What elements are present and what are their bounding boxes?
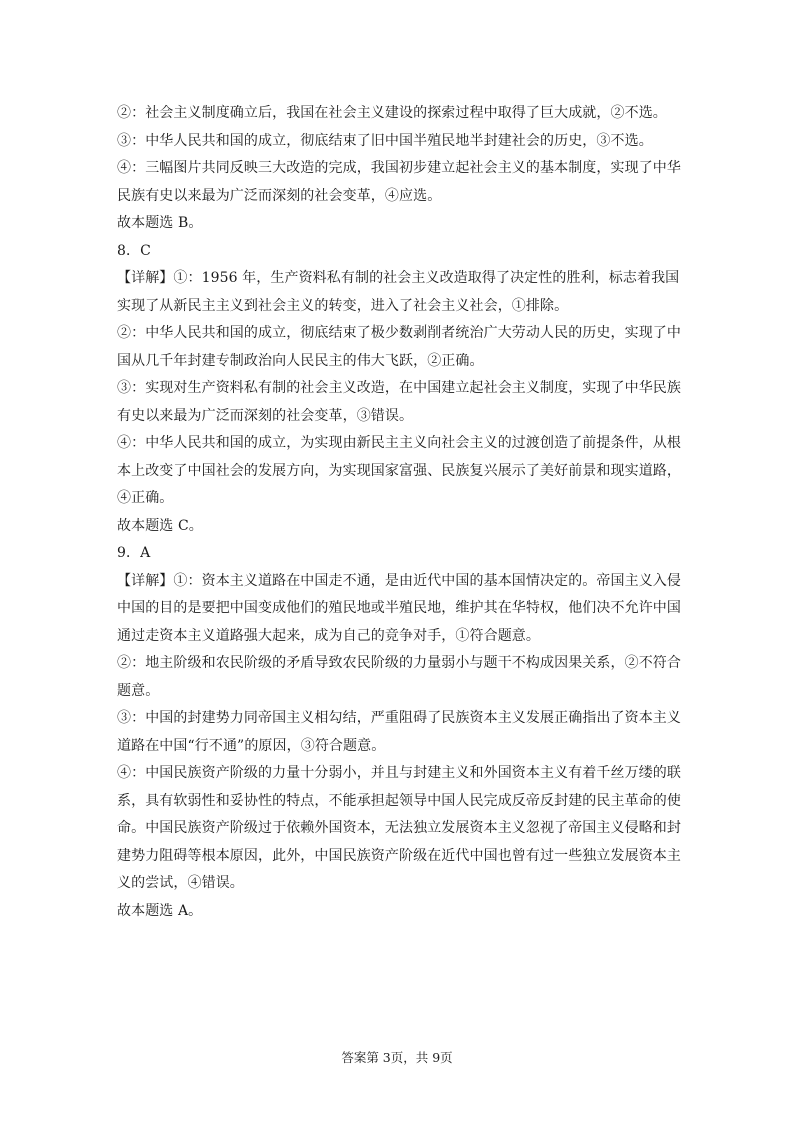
text-line: 命。中国民族资产阶级过于依赖外国资本，无法独立发展资本主义忽视了帝国主义侵略和封	[117, 820, 681, 836]
text-line: 【详解】①：1956 年，生产资料私有制的社会主义改造取得了决定性的胜利，标志着我国	[117, 270, 680, 286]
text-line: 本上改变了中国社会的发展方向，为实现国家富强、民族复兴展示了美好前景和现实道路，	[117, 462, 681, 479]
text-line: 建势力阻碍等根本原因，此外，中国民族资产阶级在近代中国也曾有过一些独立发展资本主	[117, 847, 681, 864]
text-line: 道路在中国“行不通”的原因，③符合题意。	[117, 737, 386, 754]
conclusion-line: 故本题选 C。	[117, 517, 203, 534]
text-line: 义的尝试，④错误。	[117, 875, 244, 891]
text-line: 题意。	[117, 682, 160, 699]
question-answer-heading: 8．C	[117, 242, 151, 259]
text-line: ②：中华人民共和国的成立，彻底结束了极少数剥削者统治广大劳动人民的历史，实现了中	[117, 325, 681, 341]
text-line: 实现了从新民主主义到社会主义的转变，进入了社会主义社会，①排除。	[117, 297, 569, 314]
text-line: ③：中国的封建势力同帝国主义相勾结，严重阻碍了民族资本主义发展正确指出了资本主义	[117, 710, 681, 726]
text-line: 民族有史以来最为广泛而深刻的社会变革，④应选。	[117, 187, 442, 204]
text-line: 系，具有软弱性和妥协性的特点，不能承担起领导中国人民完成反帝反封建的民主革命的使	[117, 792, 681, 809]
text-line: 【详解】①：资本主义道路在中国走不通，是由近代中国的基本国情决定的。帝国主义入侵	[117, 572, 681, 589]
text-line: ②：社会主义制度确立后，我国在社会主义建设的探索过程中取得了巨大成就，②不选。	[117, 105, 667, 121]
text-line: ③：实现对生产资料私有制的社会主义改造，在中国建立起社会主义制度，实现了中华民族	[117, 380, 681, 396]
text-line: 通过走资本主义道路强大起来，成为自己的竞争对手，①符合题意。	[117, 627, 540, 644]
text-line: ④：中国民族资产阶级的力量十分弱小，并且与封建主义和外国资本主义有着千丝万缕的联	[117, 765, 681, 781]
text-line: ②：地主阶级和农民阶级的矛盾导致农民阶级的力量弱小与题干不构成因果关系，②不符合	[117, 655, 681, 671]
conclusion-line: 故本题选 A。	[117, 902, 203, 919]
page-footer: 答案第 3页，共 9页	[341, 1050, 453, 1065]
text-line: ④正确。	[117, 490, 174, 506]
document-body	[117, 100, 679, 925]
text-line: ④：中华人民共和国的成立，为实现由新民主主义向社会主义的过渡创造了前提条件，从根	[117, 435, 681, 451]
text-line: ④：三幅图片共同反映三大改造的完成，我国初步建立起社会主义的基本制度，实现了中华	[117, 160, 681, 176]
question-answer-heading: 9．A	[117, 545, 151, 561]
conclusion-line: 故本题选 B。	[117, 215, 203, 231]
text-line: 有史以来最为广泛而深刻的社会变革，③错误。	[117, 407, 414, 424]
text-line: 中国的目的是要把中国变成他们的殖民地或半殖民地，维护其在华特权，他们决不允许中国	[117, 600, 681, 616]
text-line: ③：中华人民共和国的成立，彻底结束了旧中国半殖民地半封建社会的历史，③不选。	[117, 132, 653, 149]
text-line: 国从几千年封建专制政治向人民民主的伟大飞跃，②正确。	[117, 352, 484, 369]
